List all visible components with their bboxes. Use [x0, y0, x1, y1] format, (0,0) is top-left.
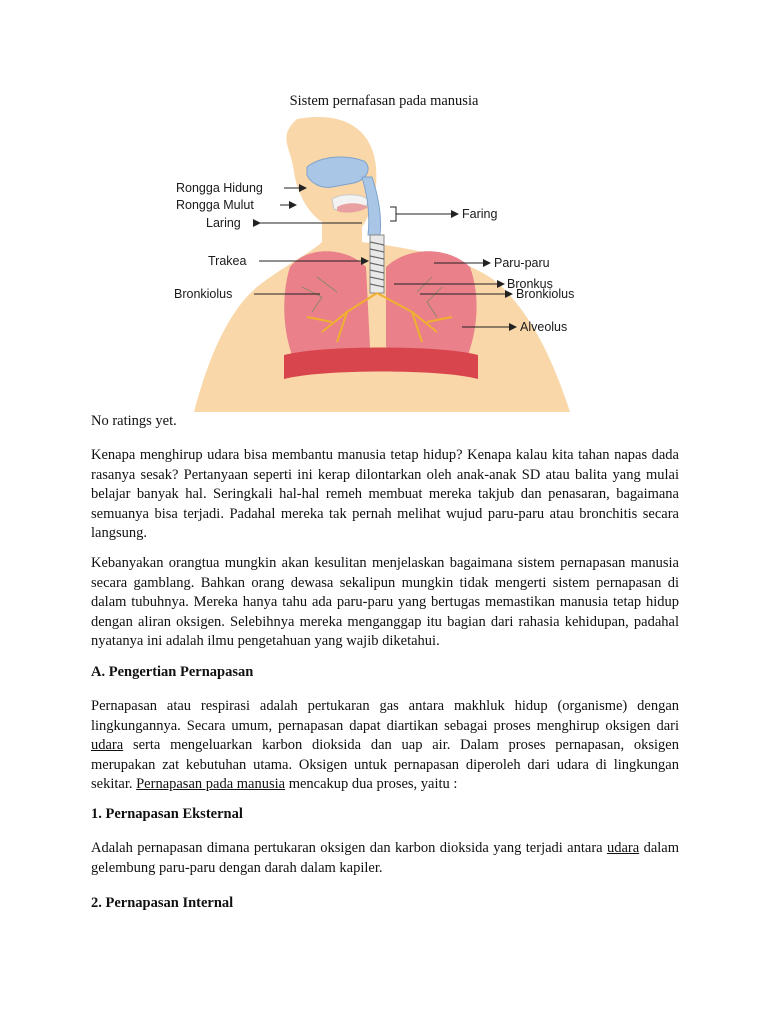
external-respiration-paragraph [91, 839, 679, 878]
page-title: Sistem pernafasan pada manusia [289, 93, 479, 109]
udara-link-2[interactable]: udara [606, 840, 640, 856]
label-laring: Laring [206, 216, 241, 230]
label-alveolus: Alveolus [520, 320, 568, 334]
parents-paragraph: Kebanyakan orangtua mungkin akan kesulitan menjelaskan bagaimana sistem pernapasan manusia secara gamblang. Bahkan orang dewasa sekalipun mungkin tidak mengerti sistem pernapasan di dalam tubuhnya. Mereka hanya tahu ada paru-paru yang bertugas memastikan manusia tetap hidup dengan aliran oksigen. Selebihnya mereka menganggap itu bagian dari rahasia kehidupan, padahal nyatanya ini adalah ilmu pengetahuan yang wajib diketahui. [91, 555, 679, 649]
label-bronkus: Bronkus [507, 277, 553, 291]
definition-text-1: Pernapasan atau respirasi adalah pertukaran gas antara makhluk hidup (organisme) dengan lingkungannya. Secara umum, pernapasan dapat diartikan sebagai proses menghirup oksigen dari [91, 698, 679, 734]
section-heading-1: 1. Pernapasan Eksternal [91, 806, 243, 822]
label-trakea: Trakea [208, 254, 247, 268]
label-faring: Faring [462, 207, 498, 221]
label-rongga-hidung: Rongga Hidung [176, 181, 263, 195]
section-heading-a: A. Pengertian Pernapasan [91, 664, 254, 680]
external-text-2: dalam gelembung paru-paru dengan darah dalam kapiler. [91, 840, 679, 876]
pernapasan-pada-manusia-link[interactable]: Pernapasan pada manusia [136, 776, 286, 792]
definition-paragraph [91, 697, 679, 795]
ratings-text: No ratings yet. [91, 413, 177, 429]
intro-paragraph: Kenapa menghirup udara bisa membantu manusia tetap hidup? Kenapa kalau kita tahan napas dada rasanya sesak? Pertanyaan seperti ini kerap dilontarkan oleh anak-anak SD atau balita yang mulai belajar banyak hal. Seringkali hal-hal remeh membuat mereka takjub dan penasaran, bagaimana semuanya bisa terjadi. Padahal mereka tak pernah melihat wujud paru-paru atau bronchitis secara langsung. [91, 447, 679, 541]
section-heading-2: 2. Pernapasan Internal [91, 895, 234, 911]
label-bronkiolus-left: Bronkiolus [174, 287, 233, 301]
left-lung [284, 251, 370, 355]
label-rongga-mulut: Rongga Mulut [176, 198, 254, 212]
definition-text-3: mencakup dua proses, yaitu : [285, 776, 458, 792]
udara-link[interactable]: udara [91, 737, 124, 753]
external-text-1: Adalah pernapasan dimana pertukaran oksigen dan karbon dioksida yang terjadi antara [91, 840, 607, 856]
right-lung [386, 251, 477, 355]
label-bronkiolus-right: Bronkiolus [516, 287, 575, 301]
respiratory-system-diagram [172, 117, 596, 412]
definition-text-2: serta mengeluarkan karbon dioksida dan uap air. Dalam proses pernapasan, oksigen merupakan zat kebutuhan utama. Oksigen untuk pernapasan diperoleh dari udara di lingkungan sekitar. [91, 737, 679, 792]
label-paru-paru: Paru-paru [494, 256, 550, 270]
